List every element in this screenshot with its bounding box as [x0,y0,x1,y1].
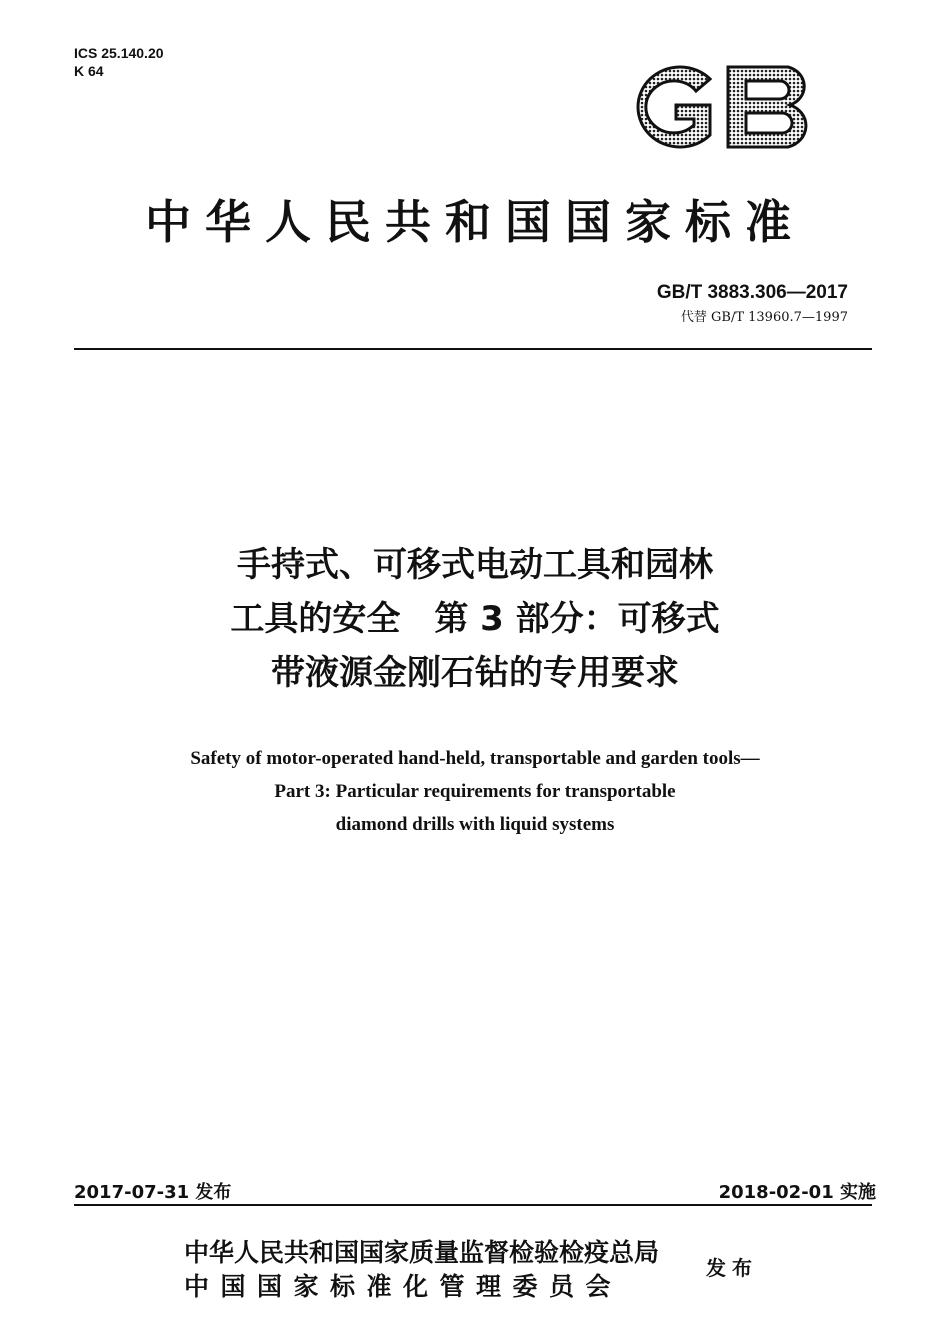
ics-code: ICS 25.140.20 [74,45,164,61]
english-title-line2: Part 3: Particular requirements for transportable [274,781,676,802]
chinese-title-line1: 手持式、可移式电动工具和园林 [237,545,713,585]
publisher-block [184,1236,659,1304]
bottom-divider [74,1204,872,1206]
ccs-code: K 64 [74,63,104,79]
issue-date: 2017-07-31 发布 [74,1182,232,1203]
chinese-title-line2: 工具的安全 第 3 部分：可移式 [230,599,720,639]
national-standard-title: 中华人民共和国国家标准 [145,195,805,249]
top-divider [74,348,872,350]
chinese-title-line3: 带液源金刚石钻的专用要求 [271,653,679,693]
implementation-date: 2018-02-01 实施 [718,1182,876,1203]
gb-logo [620,57,820,157]
publisher-line1: 中华人民共和国国家质量监督检验检疫总局 [184,1238,660,1267]
replaces-standard: 代替 GB/T 13960.7—1997 [680,310,848,325]
english-title [60,742,890,841]
standard-number-block [657,282,848,325]
publisher-line2: 中国国家标准化管理委员会 [184,1272,623,1301]
chinese-title [60,538,890,700]
classification-codes [74,44,164,80]
english-title-line3: diamond drills with liquid systems [335,814,615,835]
english-title-line1: Safety of motor-operated hand-held, transportable and garden tools— [190,748,760,769]
publish-action: 发布 [706,1256,758,1280]
standard-number: GB/T 3883.306—2017 [656,282,848,303]
